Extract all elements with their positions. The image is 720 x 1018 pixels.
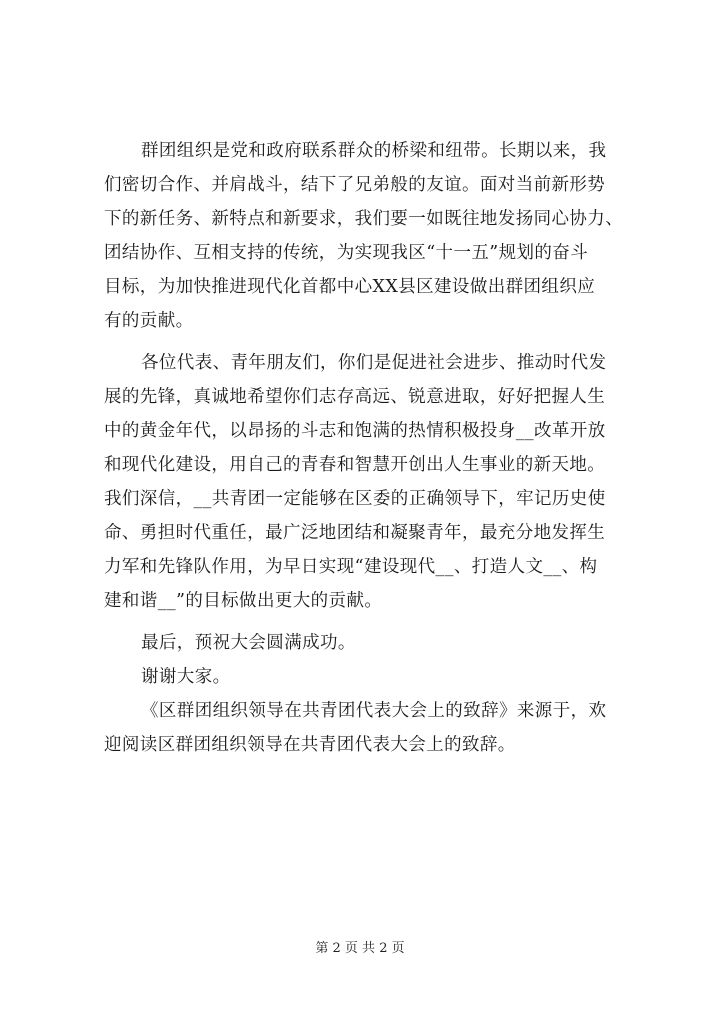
paragraph-line: 各位代表、青年朋友们，你们是促进社会进步、推动时代发 bbox=[141, 353, 607, 373]
paragraph-line: 和现代化建设，用自己的青春和智慧开创出人生事业的新天地。 bbox=[104, 455, 606, 475]
paragraph-line: 命、勇担时代重任，最广泛地团结和凝聚青年，最充分地发挥生 bbox=[104, 523, 606, 543]
paragraph-line: 们密切合作、并肩战斗，结下了兄弟般的友谊。面对当前新形势 bbox=[104, 175, 606, 195]
paragraph-line: 中的黄金年代，以昂扬的斗志和饱满的热情积极投身__改革开放 bbox=[104, 421, 606, 441]
paragraph-line: 展的先锋，真诚地希望你们志存高远、锐意进取，好好把握人生 bbox=[104, 387, 606, 407]
paragraph-line: 《区群团组织领导在共青团代表大会上的致辞》来源于，欢 bbox=[141, 701, 607, 721]
paragraph-line: 目标，为加快推进现代化首都中心XX县区建设做出群团组织应 bbox=[104, 277, 596, 297]
paragraph-line: 下的新任务、新特点和新要求，我们要一如既往地发扬同心协力、 bbox=[104, 209, 624, 229]
paragraph-line: 谢谢大家。 bbox=[141, 667, 231, 687]
paragraph-line: 建和谐__”的目标做出更大的贡献。 bbox=[104, 591, 383, 611]
paragraph-line: 力军和先锋队作用，为早日实现“建设现代__、打造人文__、构 bbox=[104, 557, 598, 577]
paragraph-line: 团结协作、互相支持的传统，为实现我区“十一五”规划的奋斗 bbox=[104, 243, 589, 263]
paragraph-line: 我们深信，__共青团一定能够在区委的正确领导下，牢记历史使 bbox=[104, 489, 606, 509]
paragraph-line: 迎阅读区群团组织领导在共青团代表大会上的致辞。 bbox=[104, 735, 516, 755]
paragraph-line: 群团组织是党和政府联系群众的桥梁和纽带。长期以来，我 bbox=[141, 141, 607, 161]
paragraph-line: 有的贡献。 bbox=[104, 311, 194, 331]
page-number-footer: 第 2 页 共 2 页 bbox=[315, 941, 405, 956]
paragraph-line: 最后，预祝大会圆满成功。 bbox=[141, 633, 356, 653]
